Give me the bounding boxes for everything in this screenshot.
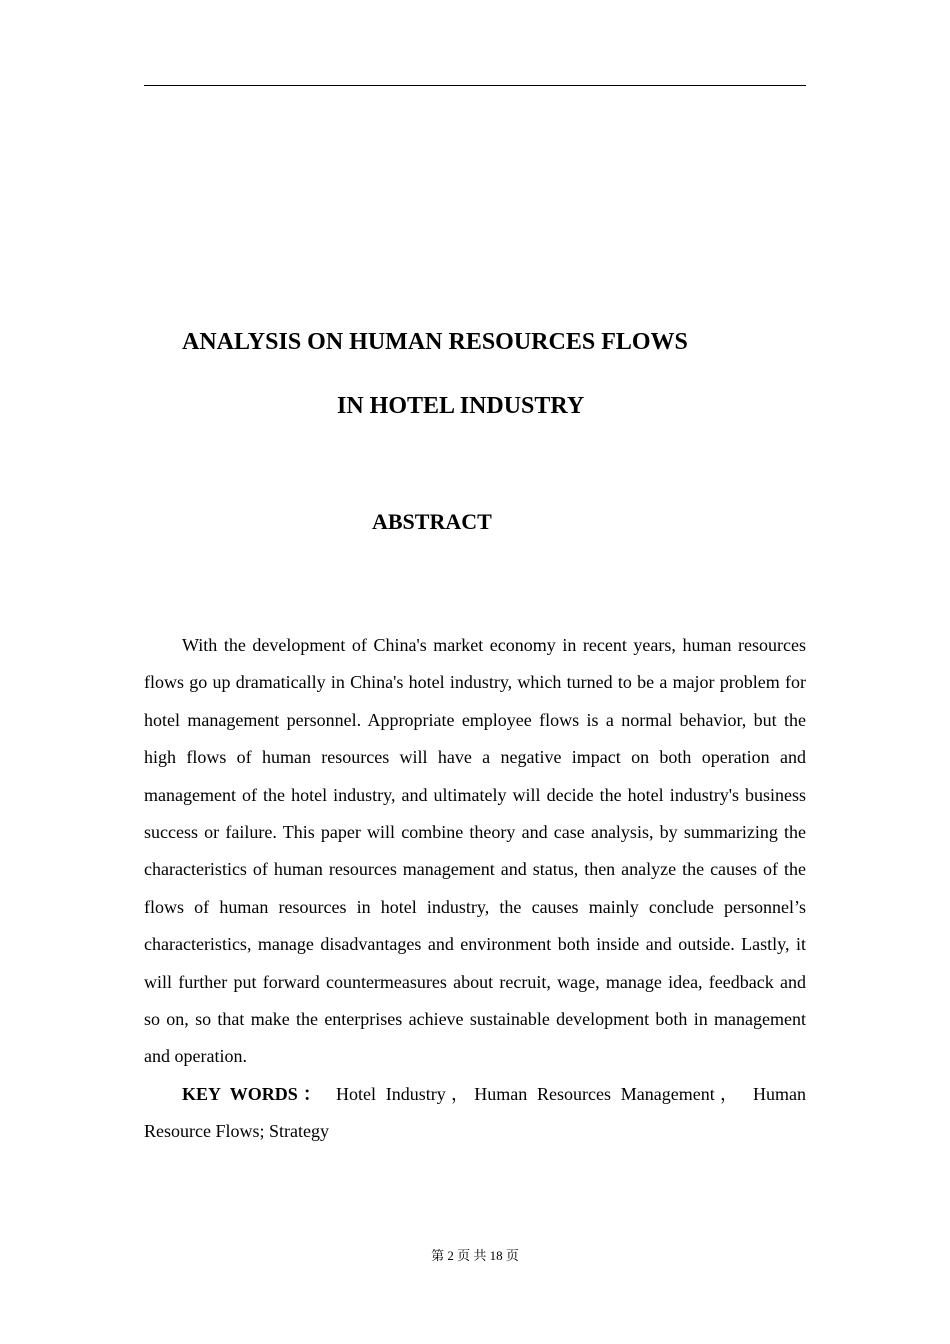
abstract-heading: ABSTRACT	[372, 509, 492, 534]
keywords-text: Hotel Industry，Human Resources Management， Human Resource Flows; Strategy	[144, 1084, 806, 1142]
abstract-body: With the development of China's market economy in recent years, human resources flows go up dramatically in China's hotel industry, which turned to be a major problem for hotel management personnel. Appropriate employee flows is a normal behavior, but the high flows of human resources will have a negative impact on both operation and management of the hotel industry, and ultimately will decide the hotel industry's business success or failure. This paper will combine theory and case analysis, by summarizing the characteristics of human resources management and status, then analyze the causes of the flows of human resources in hotel industry, the causes mainly conclude personnel’s characteristics, manage disadvantages and environment both inside and outside. Lastly, it will further put forward countermeasures about recruit, wage, manage idea, feedback and so on, so that make the enterprises achieve sustainable development both in management and operation.	[144, 635, 806, 1067]
paper-title-line-2: IN HOTEL INDUSTRY	[337, 393, 585, 419]
page-number-footer: 第 2 页 共 18 页	[431, 1248, 519, 1263]
keywords-paragraph	[144, 1076, 806, 1151]
paper-title-line-1: ANALYSIS ON HUMAN RESOURCES FLOWS	[182, 329, 688, 355]
keywords-label: KEY WORDS：	[182, 1084, 327, 1104]
header-rule	[144, 85, 806, 86]
